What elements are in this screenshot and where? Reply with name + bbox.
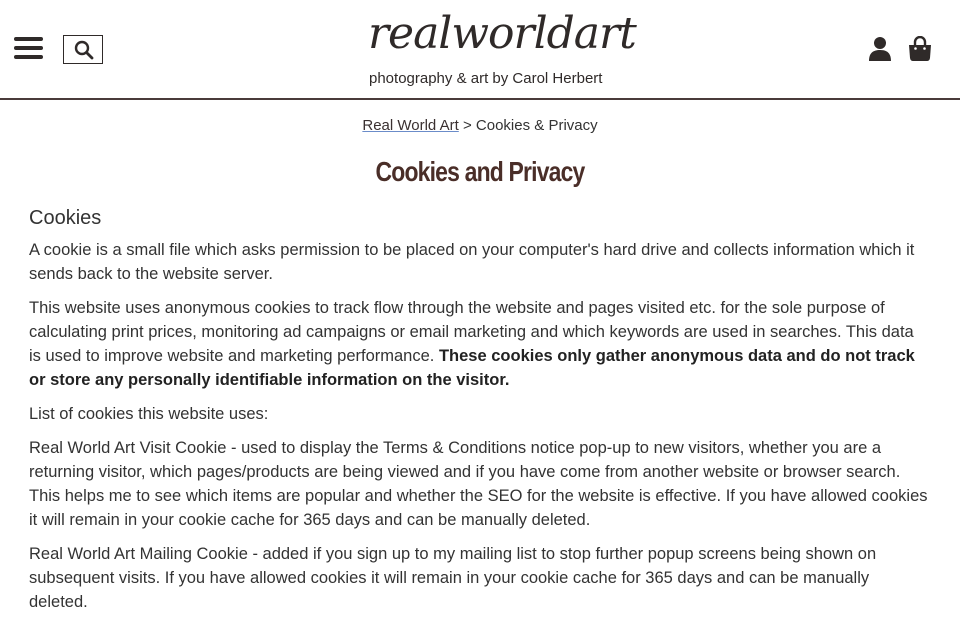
- menu-bar: [14, 55, 43, 59]
- paragraph-anonymous-cookies-bold: These cookies only gather anonymous data and do not track or store any personally identifiable information on the visitor.: [29, 347, 915, 389]
- shopping-bag-icon[interactable]: [908, 36, 932, 62]
- site-header: [0, 0, 960, 100]
- breadcrumb-current: Cookies & Privacy: [475, 117, 598, 134]
- logo-wordmark: realworldart: [368, 8, 636, 59]
- paragraph-cookie-definition: A cookie is a small file which asks permission to be placed on your computer's hard drive and collects information which it sends back to the website server.: [29, 241, 915, 283]
- search-button[interactable]: [63, 35, 103, 64]
- breadcrumb-separator: >: [462, 117, 472, 134]
- paragraph-visit-cookie: Real World Art Visit Cookie - used to display the Terms & Conditions notice pop-up to new visitors, whether you are a returning visitor, which pages/products are being viewed and if you have come from another website or browser search. This helps me to see which items are popular and whether the SEO for the website is effective. If you have allowed cookies it will remain in your cookie cache for 365 days and can be manually deleted.: [29, 439, 928, 529]
- paragraph-cookie-list-intro: List of cookies this website uses:: [29, 405, 269, 423]
- hamburger-menu-icon[interactable]: [14, 33, 44, 61]
- menu-bar: [14, 46, 43, 50]
- user-account-icon[interactable]: [868, 36, 892, 62]
- paragraph-mailing-cookie: Real World Art Mailing Cookie - added if you sign up to my mailing list to stop further popup screens being shown on subsequent visits. If you have allowed cookies it will remain in your cookie cache for 365 days and can be manually deleted.: [29, 545, 877, 611]
- paragraph-anonymous-cookies: [29, 296, 929, 392]
- breadcrumb: [0, 116, 960, 136]
- paragraph-anonymous-cookies-text: This website uses anonymous cookies to track flow through the website and pages visited etc. for the sole purpose of calculating print prices, monitoring ad campaigns or email marketing and which keywords are used in searches. This data is used to improve website and marketing performance.: [29, 299, 914, 365]
- site-logo[interactable]: [368, 4, 636, 92]
- section-heading-cookies: Cookies: [29, 207, 102, 229]
- search-icon: [74, 40, 94, 60]
- breadcrumb-home-link[interactable]: Real World Art: [362, 117, 459, 134]
- page-content: [29, 204, 929, 624]
- menu-bar: [14, 37, 43, 41]
- logo-tagline: photography & art by Carol Herbert: [369, 70, 603, 87]
- page-title: Cookies and Privacy: [375, 156, 585, 187]
